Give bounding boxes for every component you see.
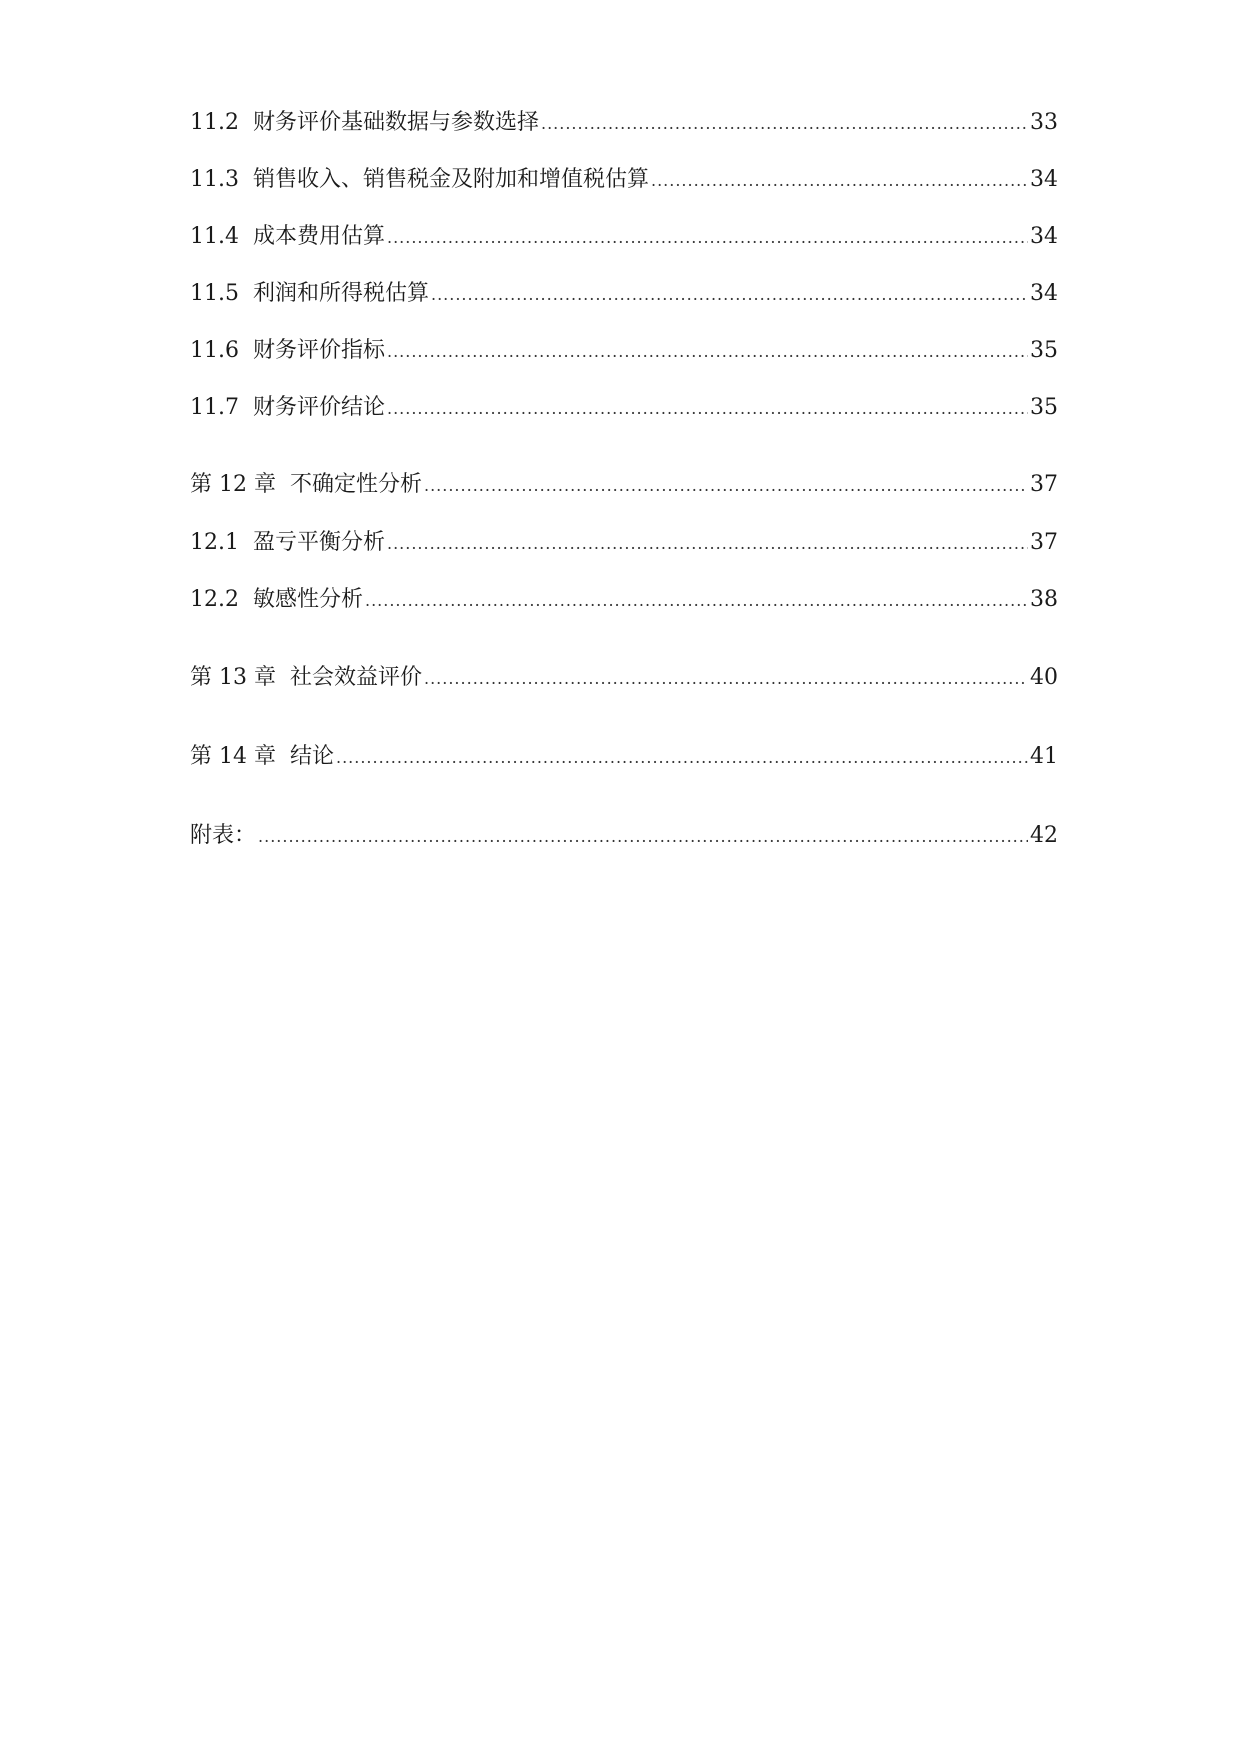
toc-entry-page: 34 (1030, 224, 1058, 249)
toc-entry[interactable] (190, 393, 1058, 424)
toc-entry[interactable] (190, 585, 1058, 616)
toc-entry-page: 34 (1030, 281, 1058, 306)
toc-leader-dots (424, 664, 1028, 694)
toc-entry-title: 利润和所得税估算 (252, 281, 429, 306)
toc-entry[interactable] (190, 108, 1058, 139)
toc-appendix-entry[interactable] (190, 821, 1058, 852)
toc-entry[interactable] (190, 165, 1058, 196)
toc-entry-title: 成本费用估算 (252, 224, 385, 249)
toc-entry-title: 销售收入、销售税金及附加和增值税估算 (252, 167, 649, 192)
toc-entry-title: 盈亏平衡分析 (252, 530, 385, 555)
toc-entry-page: 41 (1030, 744, 1058, 769)
toc-entry[interactable] (190, 336, 1058, 367)
toc-entry-title: 社会效益评价 (289, 665, 422, 690)
toc-chapter-entry[interactable] (190, 663, 1058, 694)
toc-entry-number: 11.7 (190, 395, 239, 420)
toc-leader-dots (365, 586, 1028, 616)
toc-leader-dots (541, 109, 1028, 139)
toc-entry-number: 11.6 (190, 338, 239, 363)
toc-leader-dots (387, 394, 1028, 424)
toc-leader-dots (387, 223, 1028, 253)
toc-entry-number: 11.3 (190, 167, 239, 192)
toc-entry-page: 33 (1030, 110, 1058, 135)
toc-entry-number: 11.2 (190, 110, 239, 135)
toc-chapter-number: 第 12 章 (190, 472, 276, 497)
toc-entry[interactable] (190, 222, 1058, 253)
toc-leader-dots (387, 529, 1028, 559)
toc-entry-page: 40 (1030, 665, 1058, 690)
toc-entry-title: 财务评价基础数据与参数选择 (252, 110, 539, 135)
toc-entry-title: 附表： (190, 823, 257, 848)
toc-leader-dots (387, 337, 1028, 367)
toc-entry-number: 12.2 (190, 587, 239, 612)
toc-chapter-entry[interactable] (190, 742, 1058, 773)
toc-entry-page: 42 (1030, 823, 1058, 848)
toc-leader-dots (424, 471, 1028, 501)
toc-entry[interactable] (190, 528, 1058, 559)
toc-entry-title: 敏感性分析 (252, 587, 363, 612)
toc-leader-dots (258, 822, 1028, 852)
toc-leader-dots (431, 280, 1028, 310)
toc-entry-title: 结论 (289, 744, 334, 769)
toc-entry-title: 财务评价指标 (252, 338, 385, 363)
toc-entry-title: 不确定性分析 (289, 472, 422, 497)
toc-entry-page: 35 (1030, 395, 1058, 420)
toc-entry-number: 11.4 (190, 224, 239, 249)
toc-chapter-number: 第 13 章 (190, 665, 276, 690)
toc-entry-title: 财务评价结论 (252, 395, 385, 420)
toc-entry-page: 35 (1030, 338, 1058, 363)
toc-entry-page: 34 (1030, 167, 1058, 192)
toc-entry-number: 12.1 (190, 530, 239, 555)
toc-entry-page: 38 (1030, 587, 1058, 612)
toc-leader-dots (336, 743, 1028, 773)
toc-entry-number: 11.5 (190, 281, 239, 306)
toc-chapter-number: 第 14 章 (190, 744, 276, 769)
toc-entry-page: 37 (1030, 472, 1058, 497)
toc-entry-page: 37 (1030, 530, 1058, 555)
toc-leader-dots (651, 166, 1028, 196)
toc-chapter-entry[interactable] (190, 470, 1058, 501)
toc-entry[interactable] (190, 279, 1058, 310)
